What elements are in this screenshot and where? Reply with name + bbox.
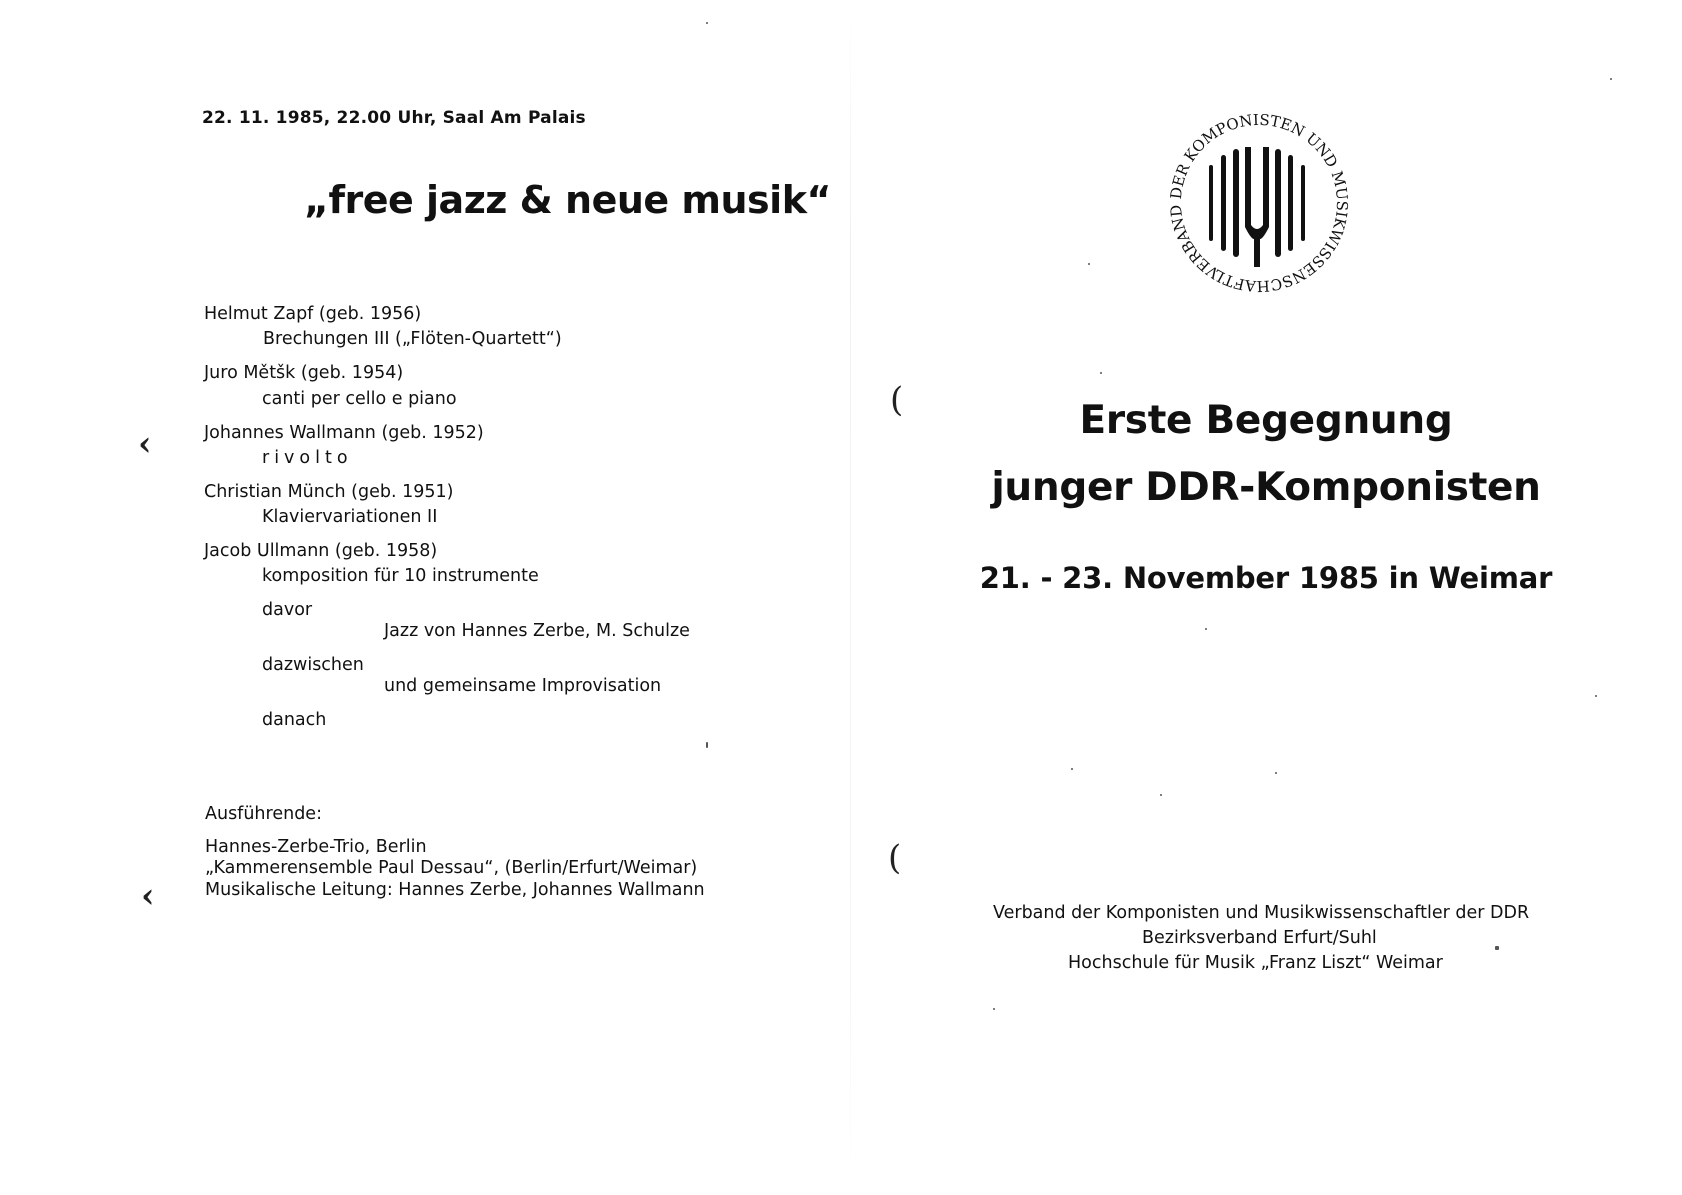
cover-title-line-1: Erste Begegnung [1079, 398, 1453, 443]
composer-4: Christian Münch (geb. 1951) [204, 482, 454, 502]
composer-5: Jacob Ullmann (geb. 1958) [204, 541, 438, 561]
association-seal-logo [1163, 107, 1355, 299]
composer-2: Juro Mětšk (geb. 1954) [204, 363, 404, 383]
scan-speck [1100, 372, 1102, 374]
work-5: komposition für 10 instrumente [262, 566, 539, 586]
sequence-label-before: davor [262, 600, 313, 620]
composer-3: Johannes Wallmann (geb. 1952) [204, 423, 484, 443]
work-1: Brechungen III („Flöten-Quartett“) [263, 329, 562, 349]
punch-hole-mark: ‹ [141, 876, 155, 916]
organizer-1: Verband der Komponisten und Musikwissenschaftler der DDR [993, 903, 1530, 923]
performers-heading: Ausführende: [205, 804, 322, 824]
event-date-venue: 22. 11. 1985, 22.00 Uhr, Saal Am Palais [202, 108, 586, 128]
performer-1: Hannes-Zerbe-Trio, Berlin [205, 837, 427, 857]
concert-title: „free jazz & neue musik“ [304, 178, 831, 222]
scan-speck [1160, 794, 1162, 796]
scan-speck [1205, 628, 1207, 630]
sequence-label-between: dazwischen [262, 655, 364, 675]
sequence-text-between: und gemeinsame Improvisation [384, 676, 662, 696]
performer-3: Musikalische Leitung: Hannes Zerbe, Johannes Wallmann [205, 880, 705, 900]
scan-speck [1071, 768, 1073, 770]
work-3: rivolto [262, 448, 353, 468]
punch-hole-mark: ( [890, 380, 904, 420]
page-fold [850, 0, 851, 1195]
scan-speck [1275, 772, 1277, 774]
sequence-label-after: danach [262, 710, 327, 730]
organizer-3: Hochschule für Musik „Franz Liszt“ Weimar [1068, 953, 1443, 973]
scan-speck [1495, 946, 1499, 950]
scan-speck [1595, 695, 1597, 697]
seal-lettering: VERBAND DER KOMPONISTEN UND MUSIKWISSENSCHAFTLER [1166, 110, 1352, 296]
punch-hole-mark: ( [888, 838, 902, 878]
sequence-text-before: Jazz von Hannes Zerbe, M. Schulze [384, 621, 690, 641]
work-2: canti per cello e piano [262, 389, 457, 409]
tuning-fork-bars-icon [1209, 147, 1305, 267]
scan-speck [706, 742, 708, 748]
scan-speck [1088, 263, 1090, 265]
scan-speck [993, 1008, 995, 1010]
composer-1: Helmut Zapf (geb. 1956) [204, 304, 422, 324]
event-dates: 21. - 23. November 1985 in Weimar [979, 561, 1553, 595]
performer-2: „Kammerensemble Paul Dessau“, (Berlin/Erfurt/Weimar) [205, 858, 698, 878]
work-4: Klaviervariationen II [262, 507, 438, 527]
punch-hole-mark: ‹ [138, 424, 152, 464]
organizer-2: Bezirksverband Erfurt/Suhl [1142, 928, 1377, 948]
cover-title-line-2: junger DDR-Komponisten [991, 465, 1541, 510]
scan-speck [1610, 78, 1612, 80]
scan-speck [706, 22, 708, 24]
